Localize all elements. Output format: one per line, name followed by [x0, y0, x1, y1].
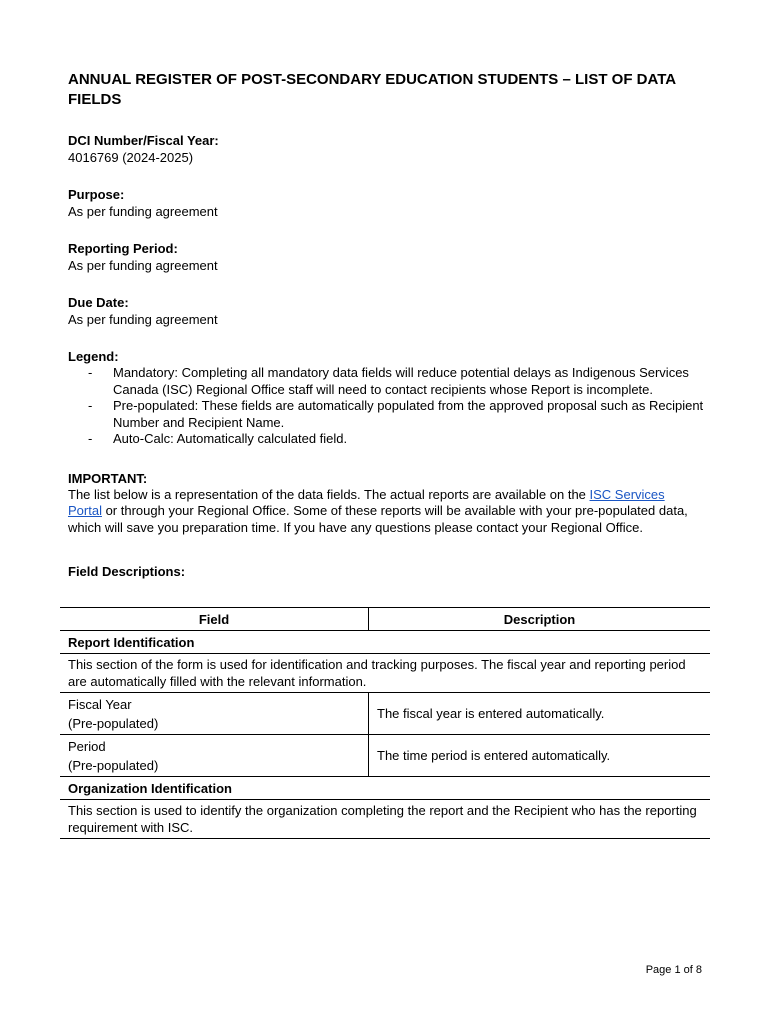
purpose-value: As per funding agreement	[68, 204, 218, 219]
isc-services-portal-link[interactable]: ISC Services Portal	[68, 486, 665, 518]
reporting-period-section	[68, 240, 710, 274]
purpose-section	[68, 186, 710, 220]
important-section	[68, 470, 710, 537]
important-text-after: or through your Regional Office. Some of these reports will be available with your pre-populated data, which will save you preparation time. If you have any questions please contact your Regional Office.	[68, 503, 688, 535]
field-cell	[60, 735, 369, 777]
important-text-before: The list below is a representation of the data fields. The actual reports are available on the	[68, 486, 590, 502]
document-page	[68, 70, 710, 580]
important-label: IMPORTANT:	[68, 470, 148, 486]
field-descriptions-label: Field Descriptions:	[68, 564, 186, 579]
due-date-value: As per funding agreement	[68, 312, 218, 327]
field-column-header: Field	[60, 608, 369, 631]
dci-section	[68, 132, 710, 166]
important-text	[68, 487, 698, 537]
purpose-label: Purpose:	[68, 187, 125, 202]
table-row	[60, 777, 710, 800]
table-header-row	[60, 608, 710, 631]
legend-list	[68, 365, 710, 448]
dci-label: DCI Number/Fiscal Year:	[68, 133, 219, 148]
legend-item-text: Pre-populated: These fields are automatically populated from the approved proposal such as Recipient Number and Recipient Name.	[113, 398, 704, 430]
table-row	[60, 631, 710, 654]
description-cell: The fiscal year is entered automatically.	[369, 693, 711, 735]
field-descriptions-table	[60, 607, 710, 839]
reporting-period-value: As per funding agreement	[68, 258, 218, 273]
description-cell: The time period is entered automatically.	[369, 735, 711, 777]
due-date-section	[68, 294, 710, 328]
description-column-header: Description	[369, 608, 711, 631]
page-number: Page 1 of 8	[645, 964, 702, 976]
legend-item: - Auto-Calc: Automatically calculated field.	[88, 431, 348, 446]
dci-value: 4016769 (2024-2025)	[68, 150, 194, 165]
field-name: Period	[68, 738, 106, 754]
reporting-period-label: Reporting Period:	[68, 241, 178, 256]
report-identification-heading: Report Identification	[60, 631, 710, 654]
field-name: Fiscal Year	[68, 696, 132, 712]
due-date-label: Due Date:	[68, 295, 129, 310]
legend-item: - Pre-populated: These fields are automatically populated from the approved proposal such as Recipient Number and Recipient Name.	[88, 398, 704, 430]
table-row	[60, 800, 710, 839]
legend-section	[68, 348, 710, 448]
report-identification-description: This section of the form is used for identification and tracking purposes. The fiscal year and reporting period are automatically filled with the relevant information.	[60, 654, 710, 693]
table-row	[60, 735, 710, 777]
legend-label: Legend:	[68, 349, 119, 364]
field-tag: (Pre-populated)	[68, 757, 159, 773]
organization-identification-description: This section is used to identify the organization completing the report and the Recipient who has the reporting requirement with ISC.	[60, 800, 710, 839]
legend-item-text: Mandatory: Completing all mandatory data fields will reduce potential delays as Indigenous Services Canada (ISC) Regional Office staff will need to contact recipients whose Report is incomplete.	[113, 365, 689, 397]
document-title: ANNUAL REGISTER OF POST-SECONDARY EDUCATION STUDENTS – LIST OF DATA FIELDS	[68, 71, 676, 108]
legend-item: - Mandatory: Completing all mandatory data fields will reduce potential delays as Indigenous Services Canada (ISC) Regional Office staff will need to contact recipients whose Report is incomplete.	[88, 365, 689, 397]
table-row	[60, 693, 710, 735]
field-cell	[60, 693, 369, 735]
legend-item-text: Auto-Calc: Automatically calculated field.	[113, 431, 348, 446]
organization-identification-heading: Organization Identification	[60, 777, 710, 800]
field-tag: (Pre-populated)	[68, 715, 159, 731]
table-row	[60, 654, 710, 693]
